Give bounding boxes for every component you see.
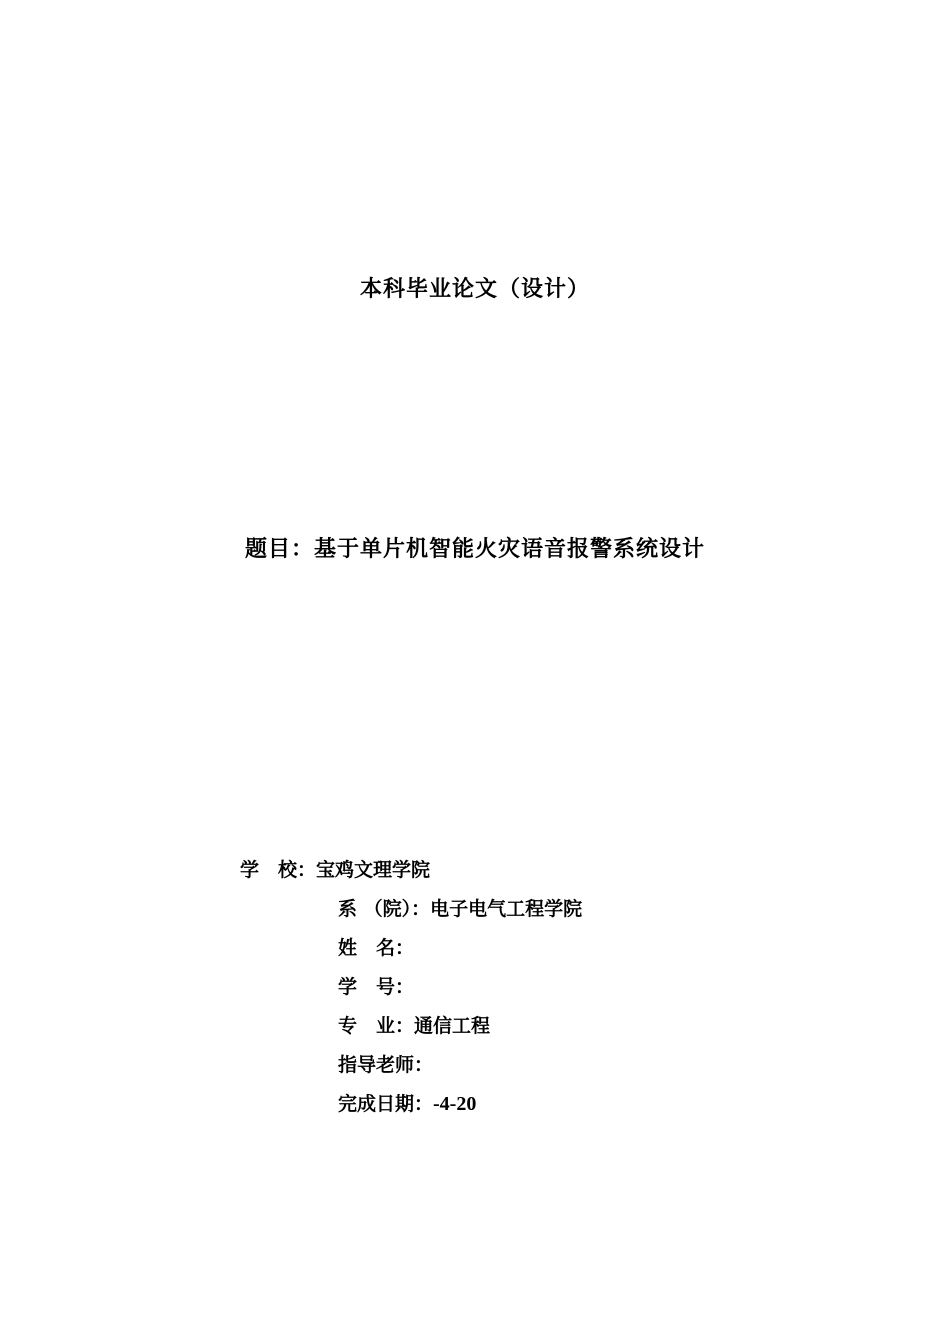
title-label: 题目： — [244, 536, 314, 562]
student-id-label: 学 号： — [338, 976, 415, 998]
major-label: 专 业： — [338, 1015, 415, 1037]
document-type-heading: 本科毕业论文（设计） — [359, 276, 590, 302]
thesis-title: 基于单片机智能火灾语音报警系统设计 — [314, 536, 706, 562]
completion-date-row — [338, 1091, 476, 1117]
school-row — [240, 857, 430, 883]
school-label: 学 校： — [240, 859, 317, 881]
name-row — [338, 935, 414, 961]
student-id-row — [338, 974, 414, 1000]
department-row — [338, 896, 582, 922]
advisor-row — [338, 1052, 433, 1078]
major-value: 通信工程 — [414, 1015, 491, 1037]
name-label: 姓 名： — [338, 937, 415, 959]
advisor-label: 指导老师： — [338, 1054, 434, 1076]
completion-date-label: 完成日期： — [338, 1093, 434, 1115]
thesis-title-line — [0, 532, 950, 563]
department-value: 电子电气工程学院 — [430, 898, 583, 920]
major-row — [338, 1013, 490, 1039]
school-value: 宝鸡文理学院 — [316, 859, 431, 881]
completion-date-value: -4-20 — [433, 1093, 477, 1115]
department-label: 系 （院）： — [338, 898, 431, 920]
